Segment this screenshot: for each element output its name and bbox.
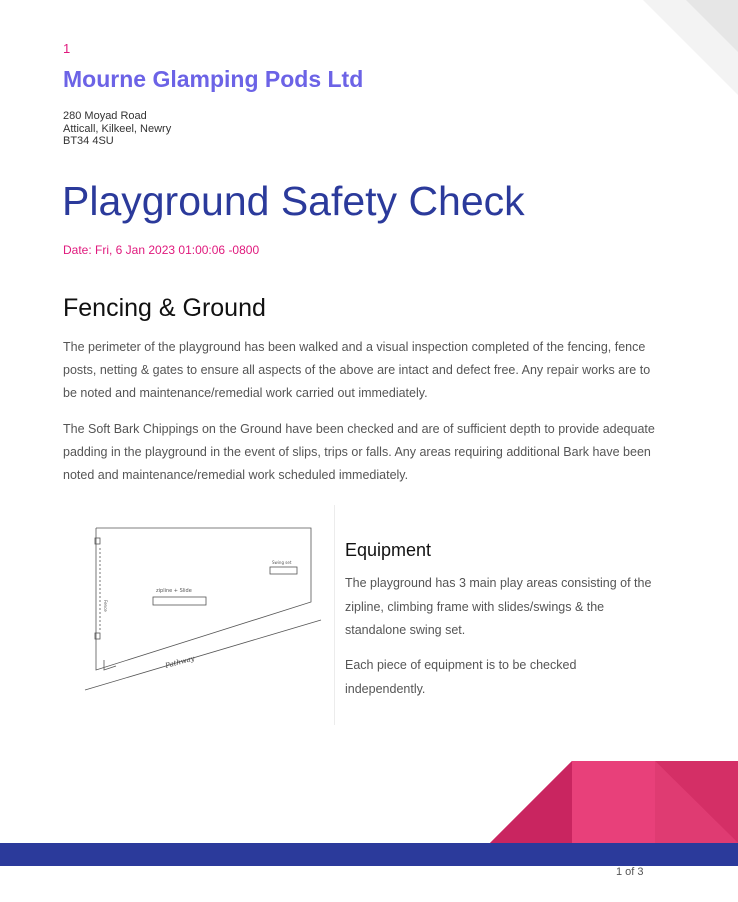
equipment-heading: Equipment (345, 540, 432, 560)
equipment-paragraph: Each piece of equipment is to be checked independently. (345, 658, 577, 696)
address-line: BT34 4SU (63, 135, 114, 147)
sketch-label-pathway: Pathway (164, 654, 196, 670)
address-line: 280 Moyad Road (63, 110, 147, 122)
section-heading: Fencing & Ground (63, 294, 266, 322)
company-name: Mourne Glamping Pods Ltd (63, 66, 364, 92)
document-date: Date: Fri, 6 Jan 2023 01:00:06 -0800 (63, 243, 260, 257)
sketch-label-zipline: zipline + Slide (156, 588, 192, 594)
footer-band (0, 843, 738, 866)
section-paragraph: The Soft Bark Chippings on the Ground have been checked and are of sufficient depth to provide adequate padding in the playground in the event of slips, trips or falls. Any areas requiring additional Bark have been noted and maintenance/remedial work scheduled immediately. (63, 422, 655, 482)
equipment-paragraph: The playground has 3 main play areas consisting of the zipline, climbing frame with slides/swings & the standalone swing set. (345, 576, 652, 637)
sketch-label-fence: Fence (103, 600, 108, 612)
page-count: 1 of 3 (616, 866, 644, 878)
section-paragraph: The perimeter of the playground has been walked and a visual inspection completed of the fencing, fence posts, netting & gates to ensure all aspects of the above are intact and defect free. Any repair works are to be noted and maintenance/remedial work carried out immediately. (63, 340, 651, 400)
page-number: 1 (63, 41, 71, 56)
sketch-label-swing: Swing set (272, 560, 292, 565)
address-line: Atticall, Kilkeel, Newry (63, 122, 172, 135)
document-title: Playground Safety Check (62, 178, 525, 224)
